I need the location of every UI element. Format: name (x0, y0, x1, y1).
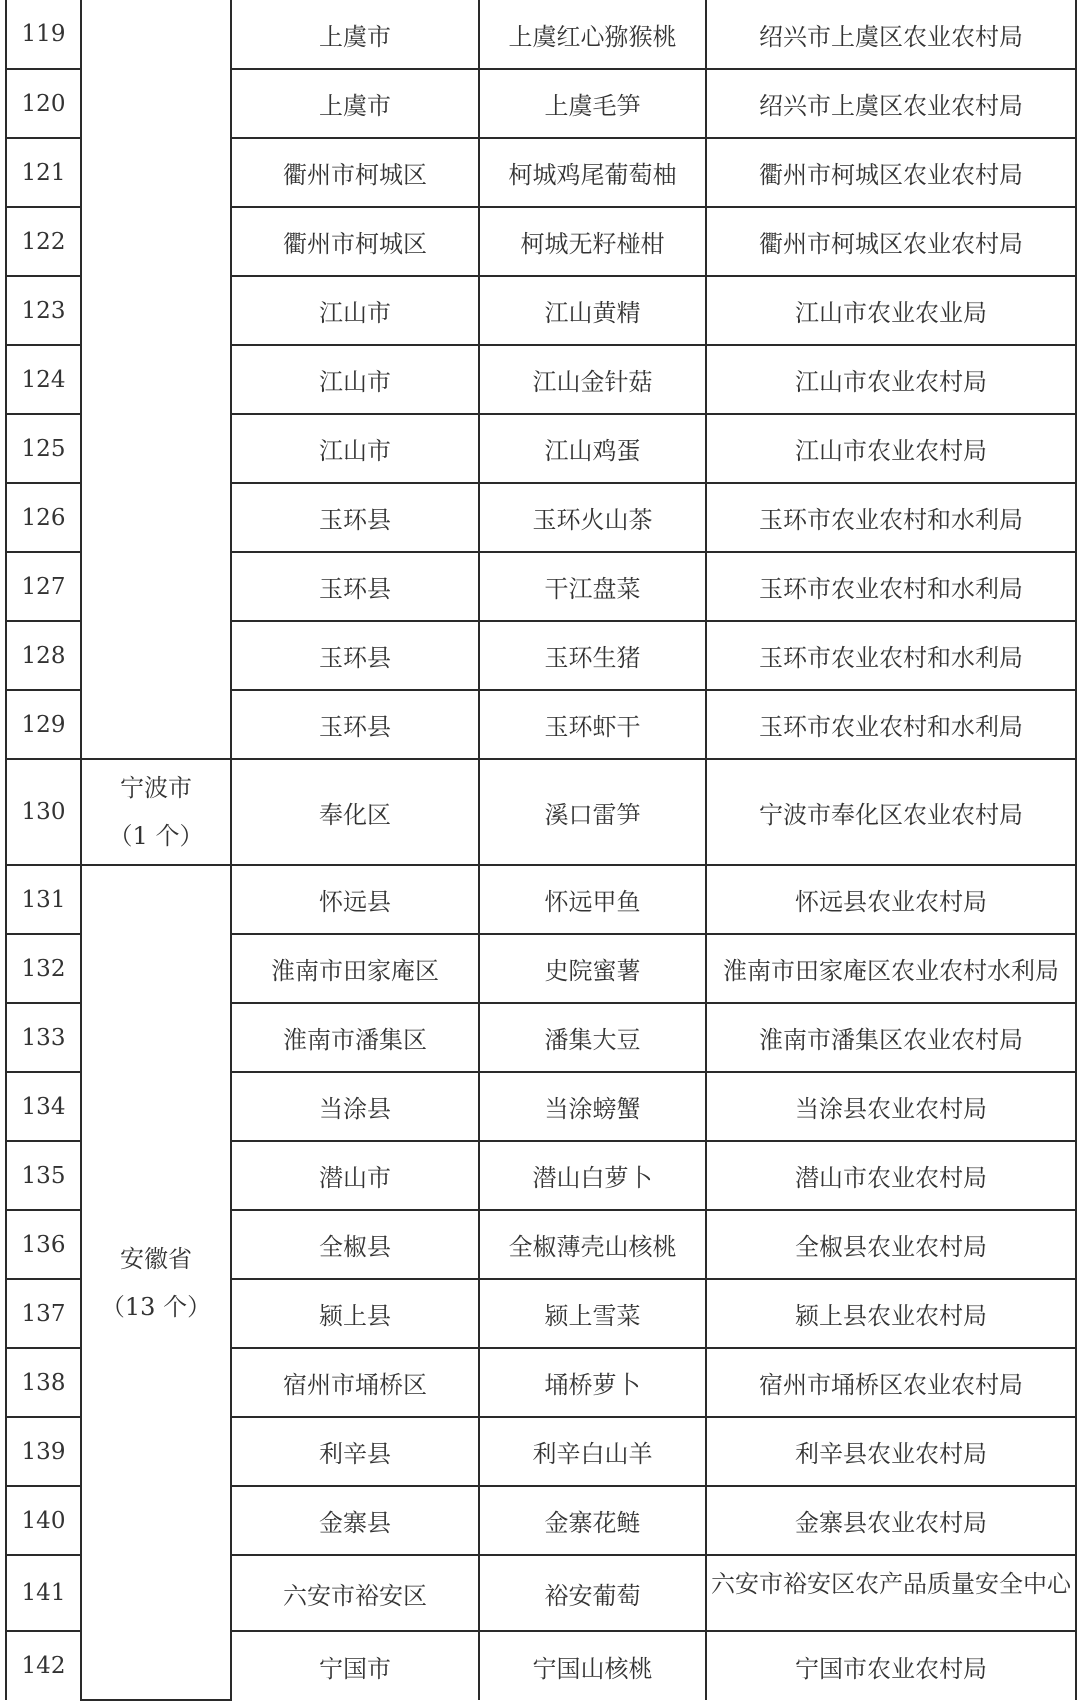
product-table (5, 0, 1077, 1701)
agency-cell: 怀远县农业农村局 (706, 865, 1076, 934)
row-number: 119 (6, 0, 81, 69)
agency-cell: 颍上县农业农村局 (706, 1279, 1076, 1348)
product-cell: 潜山白萝卜 (479, 1141, 706, 1210)
agency-cell: 玉环市农业农村和水利局 (706, 483, 1076, 552)
product-cell: 江山金针菇 (479, 345, 706, 414)
product-cell: 怀远甲鱼 (479, 865, 706, 934)
product-cell: 利辛白山羊 (479, 1417, 706, 1486)
area-cell: 衢州市柯城区 (231, 138, 479, 207)
region-cell-ningbo (81, 759, 231, 865)
agency-cell (706, 1555, 1076, 1631)
product-cell: 玉环生猪 (479, 621, 706, 690)
product-cell: 裕安葡萄 (479, 1555, 706, 1631)
product-cell: 玉环虾干 (479, 690, 706, 759)
agency-cell: 利辛县农业农村局 (706, 1417, 1076, 1486)
area-cell: 全椒县 (231, 1210, 479, 1279)
row-number: 123 (6, 276, 81, 345)
product-cell: 上虞红心猕猴桃 (479, 0, 706, 69)
product-cell: 当涂螃蟹 (479, 1072, 706, 1141)
row-number: 121 (6, 138, 81, 207)
area-cell: 怀远县 (231, 865, 479, 934)
agency-cell: 潜山市农业农村局 (706, 1141, 1076, 1210)
product-cell: 上虞毛笋 (479, 69, 706, 138)
table-row (6, 759, 1076, 865)
row-number: 129 (6, 690, 81, 759)
row-number: 134 (6, 1072, 81, 1141)
region-name: 安徽省 (120, 1244, 192, 1273)
row-number: 140 (6, 1486, 81, 1555)
table-row (6, 0, 1076, 69)
product-cell: 江山鸡蛋 (479, 414, 706, 483)
agency-cell: 玉环市农业农村和水利局 (706, 552, 1076, 621)
area-cell: 潜山市 (231, 1141, 479, 1210)
product-cell: 金寨花鲢 (479, 1486, 706, 1555)
agency-cell: 绍兴市上虞区农业农村局 (706, 69, 1076, 138)
product-cell: 潘集大豆 (479, 1003, 706, 1072)
agency-cell: 当涂县农业农村局 (706, 1072, 1076, 1141)
agency-cell: 宁波市奉化区农业农村局 (706, 759, 1076, 865)
row-number: 127 (6, 552, 81, 621)
agency-cell-text: 六安市裕安区农产品质量安全中心 (711, 1570, 1071, 1598)
row-number: 125 (6, 414, 81, 483)
area-cell: 颍上县 (231, 1279, 479, 1348)
row-number: 120 (6, 69, 81, 138)
row-number: 124 (6, 345, 81, 414)
agency-cell: 衢州市柯城区农业农村局 (706, 138, 1076, 207)
area-cell: 玉环县 (231, 621, 479, 690)
area-cell: 六安市裕安区 (231, 1555, 479, 1631)
product-cell: 干江盘菜 (479, 552, 706, 621)
area-cell: 玉环县 (231, 552, 479, 621)
product-cell: 史院蜜薯 (479, 934, 706, 1003)
area-cell: 金寨县 (231, 1486, 479, 1555)
agency-cell: 江山市农业农村局 (706, 345, 1076, 414)
area-cell: 玉环县 (231, 690, 479, 759)
agency-cell: 金寨县农业农村局 (706, 1486, 1076, 1555)
agency-cell: 玉环市农业农村和水利局 (706, 621, 1076, 690)
area-cell: 上虞市 (231, 0, 479, 69)
agency-cell: 宿州市埇桥区农业农村局 (706, 1348, 1076, 1417)
agency-cell: 淮南市潘集区农业农村局 (706, 1003, 1076, 1072)
row-number: 122 (6, 207, 81, 276)
agency-cell: 全椒县农业农村局 (706, 1210, 1076, 1279)
area-cell: 宿州市埇桥区 (231, 1348, 479, 1417)
product-cell: 江山黄精 (479, 276, 706, 345)
area-cell: 玉环县 (231, 483, 479, 552)
agency-cell: 宁国市农业农村局 (706, 1631, 1076, 1700)
agency-cell: 玉环市农业农村和水利局 (706, 690, 1076, 759)
row-number: 135 (6, 1141, 81, 1210)
row-number: 132 (6, 934, 81, 1003)
area-cell: 江山市 (231, 276, 479, 345)
region-name: 宁波市 (120, 774, 192, 802)
row-number: 126 (6, 483, 81, 552)
agency-cell: 江山市农业农业局 (706, 276, 1076, 345)
agency-cell: 衢州市柯城区农业农村局 (706, 207, 1076, 276)
product-cell: 溪口雷笋 (479, 759, 706, 865)
row-number: 133 (6, 1003, 81, 1072)
area-cell: 江山市 (231, 345, 479, 414)
area-cell: 宁国市 (231, 1631, 479, 1700)
product-cell: 埇桥萝卜 (479, 1348, 706, 1417)
product-cell: 宁国山核桃 (479, 1631, 706, 1700)
product-cell: 柯城无籽椪柑 (479, 207, 706, 276)
region-cell-anhui (81, 865, 231, 1700)
agency-cell: 江山市农业农村局 (706, 414, 1076, 483)
product-cell: 玉环火山茶 (479, 483, 706, 552)
region-count: （1 个） (108, 822, 204, 850)
row-number: 139 (6, 1417, 81, 1486)
region-cell-blank (81, 0, 231, 759)
area-cell: 奉化区 (231, 759, 479, 865)
row-number: 131 (6, 865, 81, 934)
row-number: 138 (6, 1348, 81, 1417)
product-cell: 全椒薄壳山核桃 (479, 1210, 706, 1279)
product-cell: 柯城鸡尾葡萄柚 (479, 138, 706, 207)
product-cell: 颍上雪菜 (479, 1279, 706, 1348)
area-cell: 淮南市田家庵区 (231, 934, 479, 1003)
row-number: 141 (6, 1555, 81, 1631)
area-cell: 当涂县 (231, 1072, 479, 1141)
region-count: （13 个） (100, 1292, 212, 1321)
row-number: 137 (6, 1279, 81, 1348)
agency-cell: 淮南市田家庵区农业农村水利局 (706, 934, 1076, 1003)
row-number: 128 (6, 621, 81, 690)
area-cell: 上虞市 (231, 69, 479, 138)
area-cell: 利辛县 (231, 1417, 479, 1486)
agency-cell: 绍兴市上虞区农业农村局 (706, 0, 1076, 69)
table-row (6, 865, 1076, 934)
row-number: 130 (6, 759, 81, 865)
row-number: 142 (6, 1631, 81, 1700)
area-cell: 江山市 (231, 414, 479, 483)
area-cell: 衢州市柯城区 (231, 207, 479, 276)
row-number: 136 (6, 1210, 81, 1279)
area-cell: 淮南市潘集区 (231, 1003, 479, 1072)
